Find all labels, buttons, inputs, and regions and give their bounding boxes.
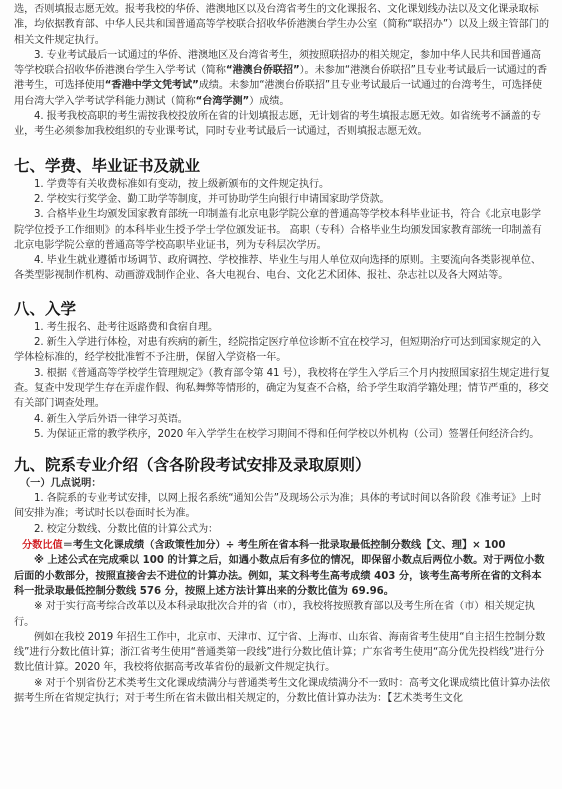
text: 3. 专业考试最后一试通过的华侨、港澳地区及台湾省考生，须按照联招办的相关规定，参加中华人民共和国普通高等学校联合招收华侨港澳台学生入学考试（简称 bbox=[14, 49, 541, 77]
paragraph: 3. 合格毕业生均颁发国家教育部统一印制盖有北京电影学院公章的普通高等学校本科毕业证书，符合《北京电影学院学位授予工作细则》的本科毕业生授予学士学位颁发证书。 高职（专科）合格毕业生均颁发国家教育部统一印制盖有北京电影学院公章的普通高等学校高职毕业证书，列为专科层次学历。 bbox=[14, 209, 542, 251]
paragraph-hmt-exam bbox=[14, 48, 550, 109]
section-heading-7: 七、学费、毕业证书及就业 bbox=[14, 156, 201, 175]
paragraph: 3. 根据《普通高等学校学生管理规定》（教育部令第 41 号），我校将在学生入学后三个月内按照国家招生规定进行复查。复查中发现学生存在弄虚作假、徇私舞弊等情形的，确定为复查不合格，给予学生取消学籍处理；情节严重的，移交有关部门调查处理。 bbox=[14, 367, 550, 410]
paragraph-continued: 选，否则填报志愿无效。报考我校的华侨、港澳地区以及台湾省考生的文化课报名、文化课划线办法以及文化课录取标准，均依据教育部、中华人民共和国普通高等学校联合招收华侨港澳台学生办公室（简称“联招办”）以及上级主管部门的相关文件规定执行。 bbox=[14, 4, 549, 46]
paragraph: 1. 各院系的专业考试安排，以网上报名系统“通知公告”及现场公示为准；具体的考试时间以各阶段《准考证》上时间安排为准；考试时长以卷面时长为准。 bbox=[14, 493, 542, 520]
section-heading-9: 九、院系专业介绍（含各阶段考试安排及录取原则） bbox=[14, 456, 371, 475]
paragraph: 5. 为保证正常的教学秩序，2020 年入学学生在校学习期间不得和任何学校以外机构（公司）签署任何经济合约。 bbox=[34, 428, 540, 440]
paragraph: 1. 考生报名、赴考往返路费和食宿自理。 bbox=[34, 321, 219, 333]
formula-body: ＝考生文化课成绩（含政策性加分）÷ 考生所在省本科一批录取最低控制分数线【文、理】× 100 bbox=[62, 540, 506, 552]
text: ）成绩。 bbox=[249, 95, 290, 107]
text: ）。未参加“港澳台侨联招”且专业考试最后一试通过的香港考生，可选择使用 bbox=[14, 65, 547, 92]
note: ※ 对于个别省份艺术类考生文化课成绩满分与普通类考生文化课成绩满分不一致时：高考文化课成绩比值计算办法依据考生所在省规定执行；对于考生所在省未做出相关规定的，分数比值计算办法为：【艺术类考生文化 bbox=[14, 677, 550, 704]
paragraph: 4. 新生入学后外语一律学习英语。 bbox=[34, 413, 188, 425]
paragraph: 4. 毕业生就业遵循市场调节、政府调控、学校推荐、毕业生与用人单位双向选择的原则。主要流向各类影视单位、各类型影视制作机构、动画游戏制作企业、各大电视台、电台、文化艺术团体、报社、杂志社以及各大网站等。 bbox=[14, 255, 541, 282]
paragraph: 例如在我校 2019 年招生工作中，北京市、天津市、辽宁省、上海市、山东省、海南省考生使用“自主招生控制分数线”进行分数比值计算；浙江省考生使用“普通类第一段线”进行分数比值计算；广东省考生使用“高分优先投档线”进行分数比值计算。2020 年，我校将依据高考改革省份的最新文件规定执行。 bbox=[14, 631, 546, 674]
subheading: （一）几点说明： bbox=[20, 478, 102, 490]
paragraph: 2. 新生入学进行体检，对患有疾病的新生，经院指定医疗单位诊断不宜在校学习，但短期治疗可达到国家规定的入学体检标准的，经学校批准暂不予注册，保留入学资格一年。 bbox=[14, 337, 541, 364]
paragraph-vocational: 4. 报考我校高职的考生需按我校投放所在省的计划填报志愿，无计划省的考生填报志愿无效。如省统考不涵盖的专业，考生必须参加我校组织的专业课考试，同时专业考试最后一试通过，否则填报志愿无效。 bbox=[14, 111, 541, 138]
bold-term: “台湾学测” bbox=[195, 95, 250, 107]
bold-term: “港澳台侨联招” bbox=[225, 65, 300, 77]
paragraph: 2. 校定分数线、分数比值的计算公式为： bbox=[34, 523, 219, 535]
paragraph: 1. 学费等有关收费标准如有变动，按上级新颁布的文件规定执行。 bbox=[34, 178, 330, 190]
note: ※ 上述公式在完成乘以 100 的计算之后，如遇小数点后有多位的情况，即保留小数点后两位小数。对于两位小数后面的小数部分，按照直接舍去不进位的计算办法。例如，某文科考生高考成绩 403 分，该考生高考所在省的文科本科一批录取最低控制分数线 576 分，按照上述方法计算出来的分数比值为 69.96。 bbox=[14, 555, 545, 597]
bold-term: “香港中学文凭考试” bbox=[104, 80, 199, 92]
note: ※ 对于实行高考综合改革以及本科录取批次合并的省（市），我校将按照教育部以及考生所在省（市）相关规定执行。 bbox=[14, 601, 535, 628]
formula bbox=[14, 538, 550, 553]
text: 成绩。未参加“港澳台侨联招”且专业考试最后一试通过的台湾考生，可选择使用台湾大学入学考试学科能力测试（简称 bbox=[14, 80, 542, 107]
formula-term: 分数比值 bbox=[22, 540, 63, 552]
section-heading-8: 八、入学 bbox=[14, 299, 77, 318]
paragraph: 2. 学校实行奖学金、勤工助学等制度，并可协助学生向银行申请国家助学贷款。 bbox=[34, 193, 390, 205]
